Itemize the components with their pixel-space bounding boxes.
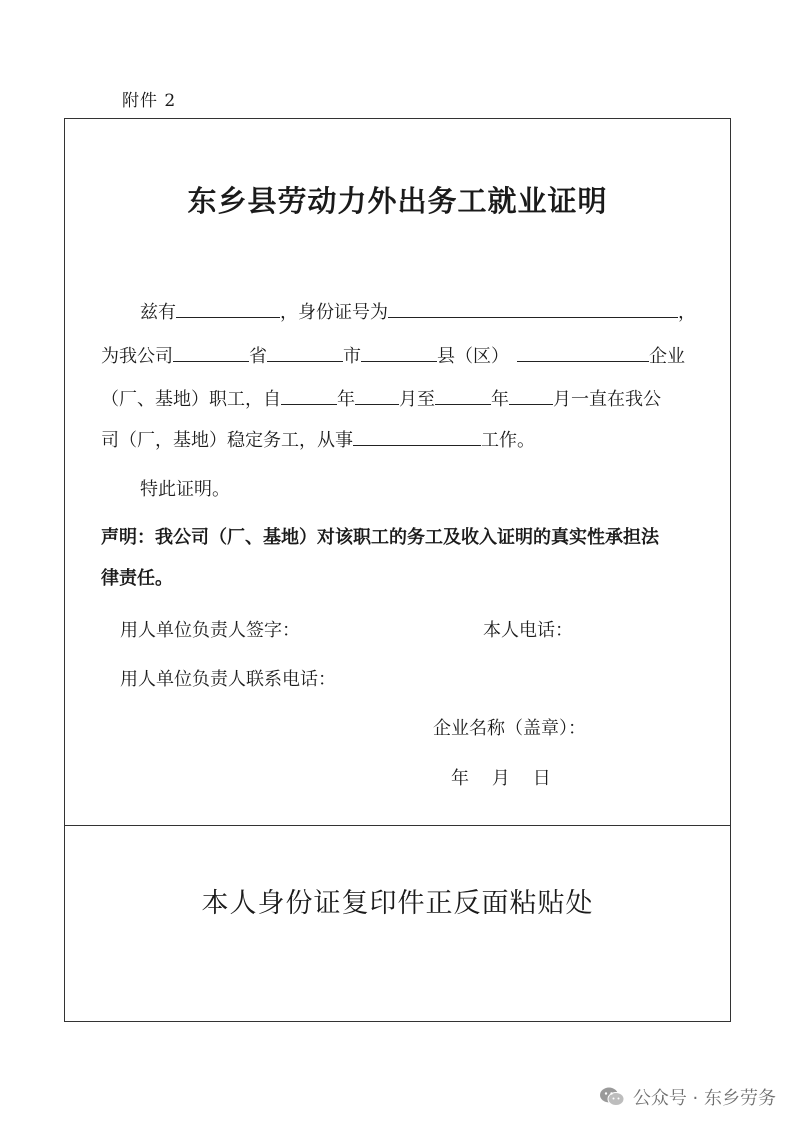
city-blank[interactable] <box>267 343 343 362</box>
certificate-form <box>64 118 731 1022</box>
text-province: 省 <box>249 346 267 367</box>
id-number-blank[interactable] <box>388 299 678 318</box>
text-stable-work: 司（厂，基地）稳定务工，从事 <box>101 430 353 451</box>
job-blank[interactable] <box>353 427 481 446</box>
watermark <box>599 1084 776 1110</box>
self-phone-label: 本人电话： <box>483 620 573 641</box>
text-comma: ， <box>678 302 696 323</box>
province-blank[interactable] <box>173 343 249 362</box>
body-line-certify: 特此证明。 <box>140 479 230 500</box>
text-enterprise: 企业 <box>649 346 685 367</box>
start-month-blank[interactable] <box>355 386 399 405</box>
certificate-title: 东乡县劳动力外出务工就业证明 <box>187 184 608 218</box>
end-month-blank[interactable] <box>509 386 553 405</box>
manager-signature-label: 用人单位负责人签字： <box>120 620 300 641</box>
declaration-line-2: 律责任。 <box>101 568 173 589</box>
wechat-icon <box>599 1086 625 1108</box>
text-month-to: 月至 <box>399 389 435 410</box>
county-blank[interactable] <box>361 343 437 362</box>
watermark-text: 公众号 · 东乡劳务 <box>632 1088 776 1109</box>
name-blank[interactable] <box>176 299 280 318</box>
body-line-1 <box>140 299 696 325</box>
text-ziyou: 兹有 <box>140 302 176 323</box>
enterprise-blank[interactable] <box>517 343 649 362</box>
text-city: 市 <box>343 346 361 367</box>
declaration-line-1: 声明：我公司（厂、基地）对该职工的务工及收入证明的真实性承担法 <box>101 527 659 548</box>
text-year-1: 年 <box>337 389 355 410</box>
text-month-stay: 月一直在我公 <box>553 389 661 410</box>
text-year-2: 年 <box>491 389 509 410</box>
text-work-end: 工作。 <box>481 430 535 451</box>
text-county: 县（区） <box>437 346 509 367</box>
manager-phone-label: 用人单位负责人联系电话： <box>120 669 336 690</box>
start-year-blank[interactable] <box>281 386 337 405</box>
text-id-number: ，身份证号为 <box>280 302 388 323</box>
text-for-company: 为我公司 <box>101 346 173 367</box>
text-employee-from: （厂、基地）职工，自 <box>101 389 281 410</box>
end-year-blank[interactable] <box>435 386 491 405</box>
company-seal-label: 企业名称（盖章）： <box>433 718 586 739</box>
date-label: 年 月 日 <box>451 768 551 789</box>
attachment-label: 附件 2 <box>122 91 177 111</box>
form-divider <box>65 825 730 826</box>
body-line-4 <box>101 427 535 453</box>
id-copy-paste-area: 本人身份证复印件正反面粘贴处 <box>201 888 594 919</box>
body-line-2 <box>101 343 685 369</box>
body-line-3 <box>101 386 661 412</box>
